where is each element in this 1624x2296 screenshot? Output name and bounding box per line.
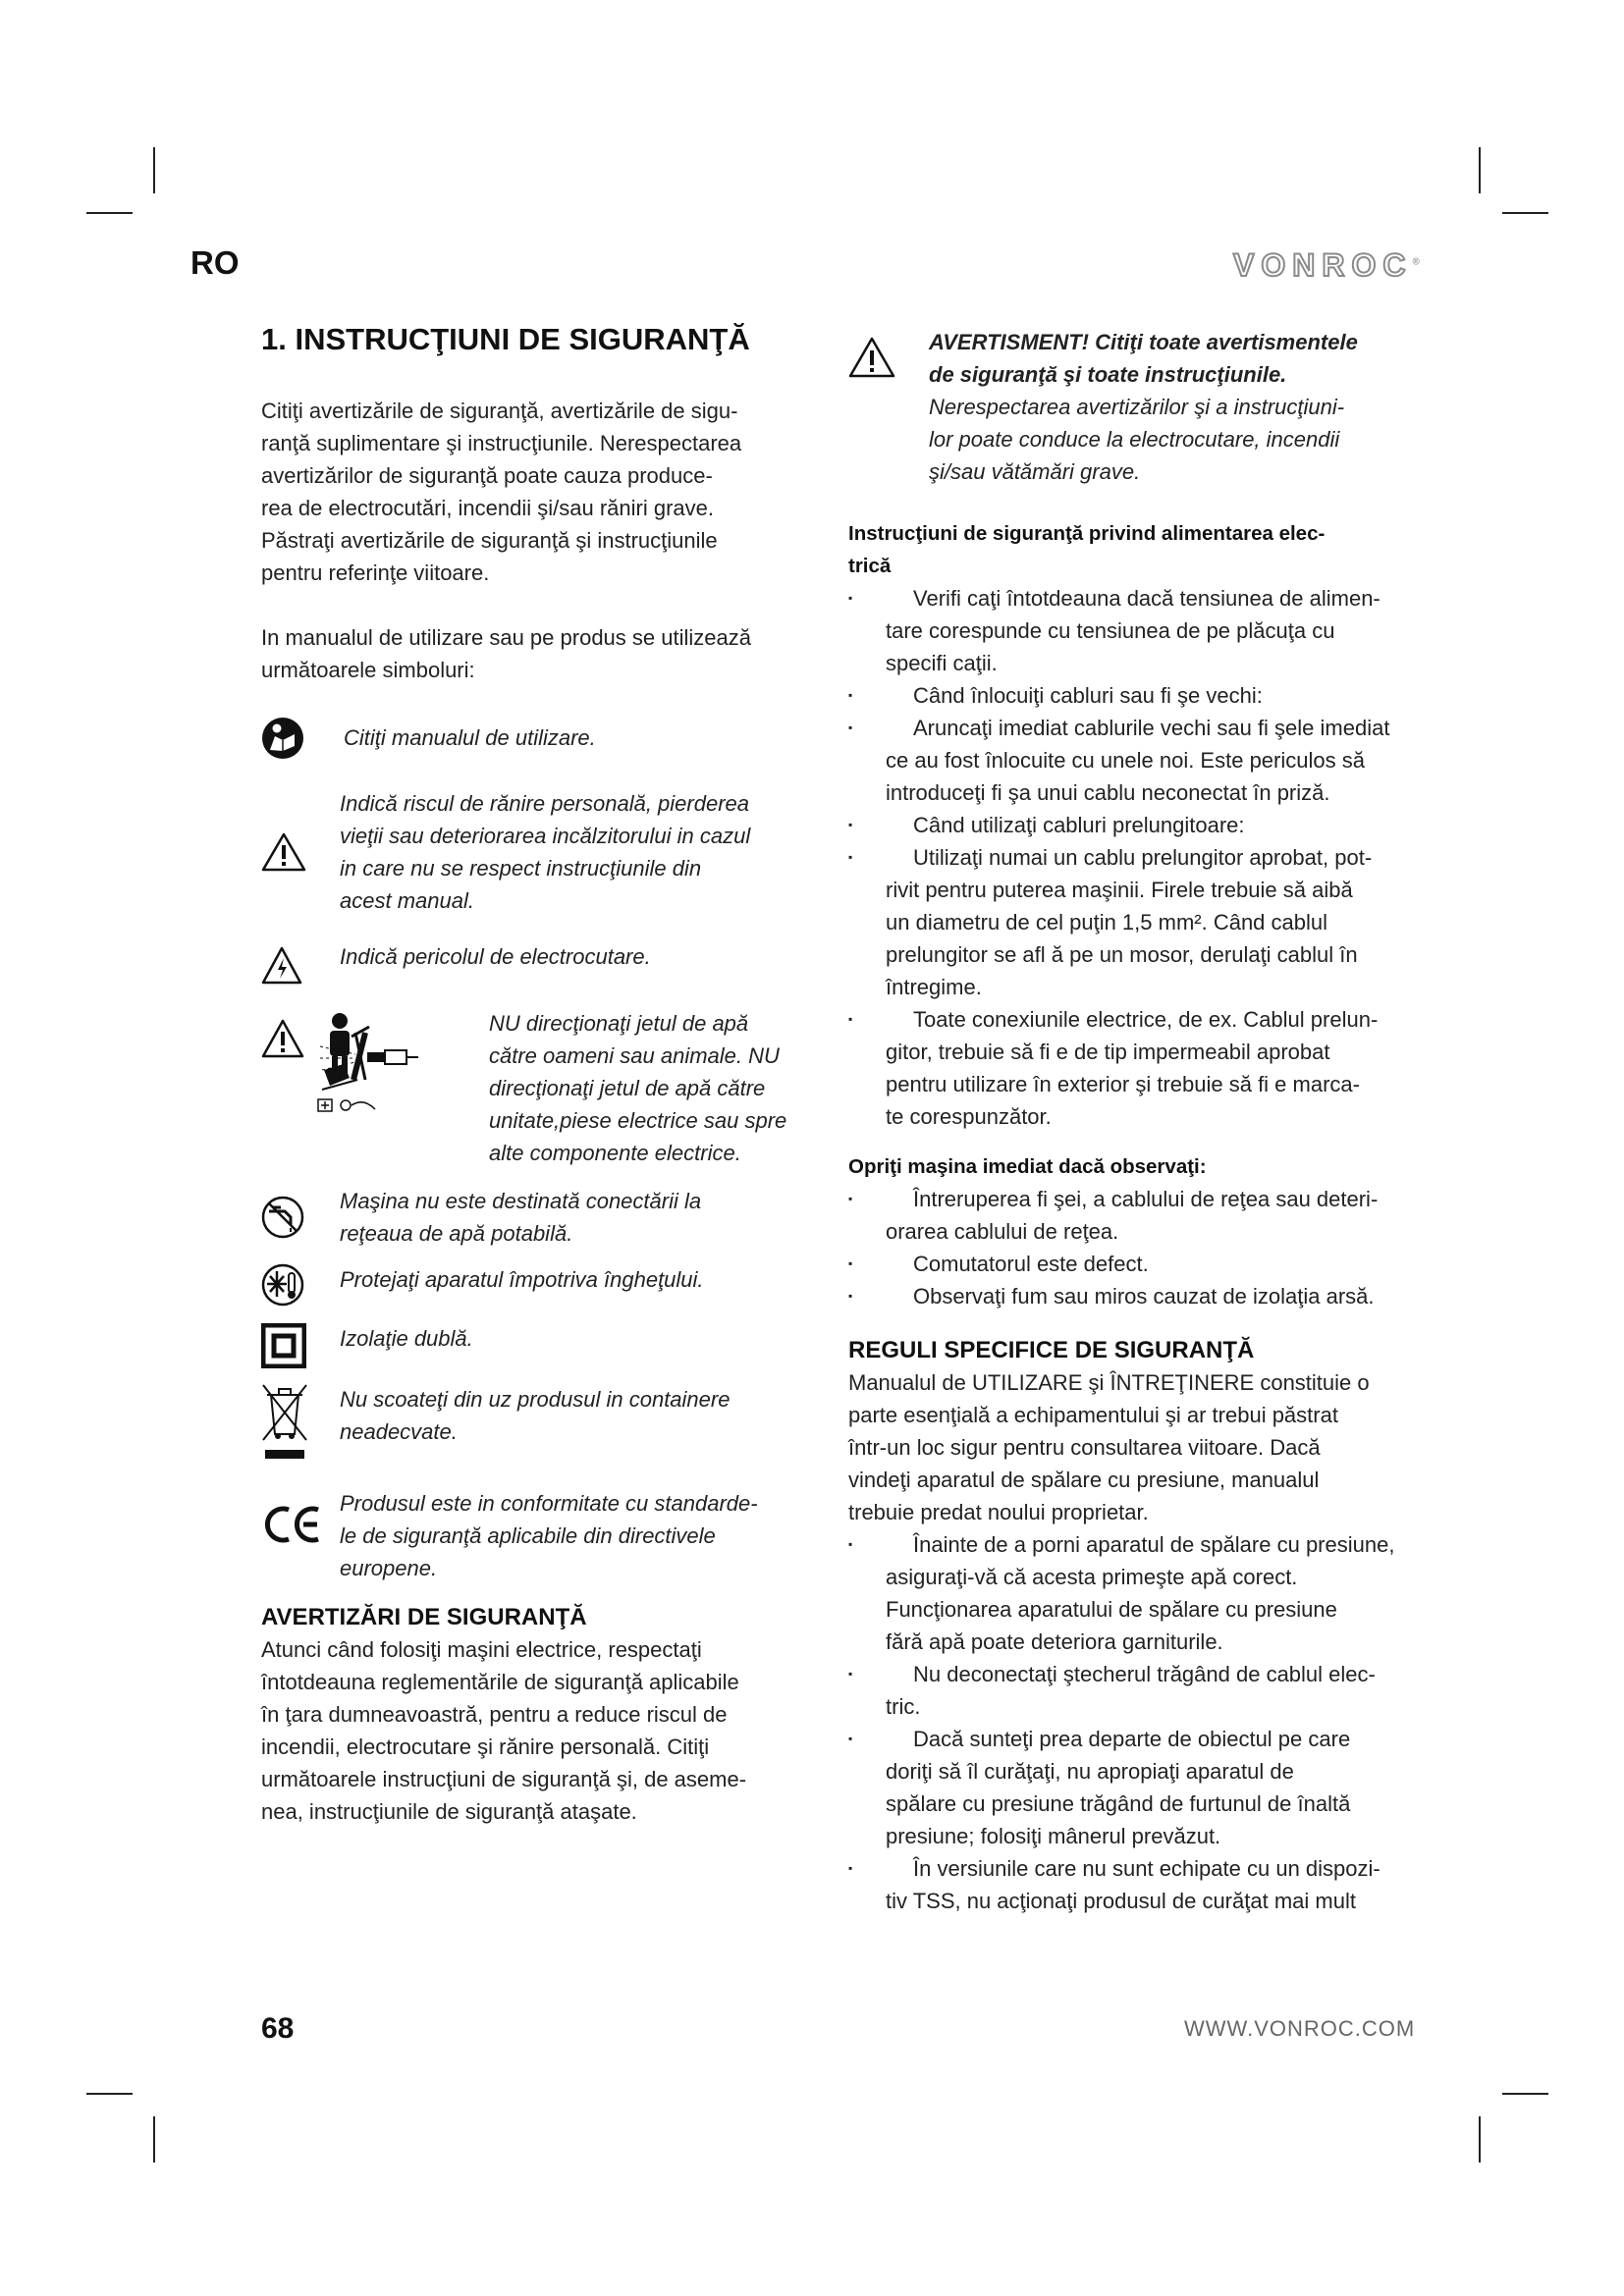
crop-mark [86, 212, 133, 214]
warning-triangle-icon [261, 787, 340, 917]
ce-mark-icon [261, 1487, 340, 1585]
list-item: ▪ Comutatorul este defect. [848, 1248, 1451, 1280]
left-column [261, 322, 826, 1828]
list-item: ▪ Nu deconectaţi ştecherul trăgând de cablul elec- tric. [848, 1658, 1451, 1723]
crop-mark [1502, 212, 1548, 214]
list-item: ▪ Aruncaţi imediat cablurile vechi sau fi şele imediat ce au fost înlocuite cu unele noi. Este periculos să introduceţi fi şa unui cablu neconectat în priză. [848, 712, 1451, 809]
list-item: ▪ Observaţi fum sau miros cauzat de izolaţia arsă. [848, 1280, 1451, 1312]
read-manual-icon [261, 714, 344, 763]
symbol-row: Maşina nu este destinată conectării la reţeaua de apă potabilă. [261, 1185, 826, 1250]
symbol-row: Nu scoateţi din uz produsul in containere neadecvate. [261, 1383, 826, 1469]
symbol-row: Izolaţie dublă. [261, 1318, 826, 1373]
list-item: ▪ Dacă sunteţi prea departe de obiectul pe care doriţi să îl curăţaţi, nu apropiaţi aparatul de spălare cu presiune trăgând de furtunul de înaltă presiune; folosiţi mânerul prevăzut. [848, 1723, 1451, 1852]
list-item: ▪ Când înlocuiţi cabluri sau fi şe vechi: [848, 679, 1451, 712]
power-list [848, 582, 1451, 1133]
power-title: Instrucţiuni de siguranţă privind alimentarea elec- trică [848, 522, 1326, 577]
brand-logo: VONROC® [1233, 247, 1420, 283]
crop-mark [1479, 147, 1481, 193]
rules-list [848, 1528, 1451, 1917]
symbol-row: Indică pericolul de electrocutare. [261, 938, 826, 993]
list-item: ▪ În versiunile care nu sunt echipate cu un dispozi- tiv TSS, nu acţionaţi produsul de curăţat mai mult [848, 1852, 1451, 1917]
symbol-row: Produsul este in conformitate cu standarde- le de siguranţă aplicabile din directivele europene. [261, 1487, 826, 1585]
intro-paragraph: Citiţi avertizările de siguranţă, avertizările de sigu- ranţă suplimentare şi instrucţiunile. Nerespectarea avertizărilor de siguranţă poate cauza produce- rea de electrocutări, incendii şi/sau răniri grave. Păstraţi avertizările de siguranţă şi instrucţiunile pentru referinţe viitoare. [261, 399, 742, 585]
list-item: ▪ Înainte de a porni aparatul de spălare cu presiune, asiguraţi-vă că acesta primeşte apă corect. Funcţionarea aparatului de spălare cu presiune fără apă poate deteriora garniturile. [848, 1528, 1451, 1658]
stop-title: Opriţi maşina imediat dacă observaţi: [848, 1155, 1207, 1178]
list-item: ▪ Când utilizaţi cabluri prelungitoare: [848, 809, 1451, 841]
language-code: RO [190, 244, 240, 281]
symbols-intro: In manualul de utilizare sau pe produs se utilizează următoarele simboluri: [261, 625, 751, 682]
rules-paragraph: Manualul de UTILIZARE şi ÎNTREŢINERE constituie o parte esenţială a echipamentului şi ar trebui păstrat într-un loc sigur pentru consultarea viitoare. Dacă vindeţi aparatul de spălare cu presiune, manualul trebuie predat noului proprietar. [848, 1370, 1370, 1524]
footer-url: WWW.VONROC.COM [1184, 2016, 1416, 2041]
no-drinking-water-icon [261, 1185, 340, 1250]
crop-mark [153, 147, 155, 193]
crop-mark [1502, 2093, 1548, 2095]
list-item: ▪ Verifi caţi întotdeauna dacă tensiunea de alimen- tare corespunde cu tensiunea de pe plăcuţa cu specifi caţii. [848, 582, 1451, 679]
weee-bin-icon [261, 1383, 340, 1469]
list-item: ▪ Utilizaţi numai un cablu prelungitor aprobat, pot- rivit pentru puterea maşinii. Firele trebuie să aibă un diametru de cel puţin 1,5 mm². Când cablul prelungitor se afl ă pe un mosor, derulaţi cablul în întregime. [848, 841, 1451, 1003]
warnings-title: AVERTIZĂRI DE SIGURANŢĂ [261, 1604, 587, 1630]
list-item: ▪ Întreruperea fi şei, a cablului de reţea sau deteri- orarea cablului de reţea. [848, 1183, 1451, 1248]
rules-title: REGULI SPECIFICE DE SIGURANŢĂ [848, 1337, 1255, 1363]
warnings-paragraph: Atunci când folosiţi maşini electrice, respectaţi întotdeauna reglementările de siguranţă aplicabile în ţara dumneavoastră, pentru a reduce riscul de incendii, electrocutare şi rănire personală. Citiţi următoarele instrucţiuni de siguranţă şi, de aseme- nea, instrucţiunile de siguranţă ataşate. [261, 1637, 747, 1824]
crop-mark [86, 2093, 133, 2095]
crop-mark [1479, 2116, 1481, 2163]
no-spray-people-icon [261, 1007, 489, 1169]
list-item: ▪ Toate conexiunile electrice, de ex. Cablul prelun- gitor, trebuie să fi e de tip impermeabil aprobat pentru utilizare în exterior şi trebuie să fi e marca- te corespunzător. [848, 1003, 1451, 1133]
symbol-row: Indică riscul de rănire personală, pierderea vieţii sau deteriorarea incălzitorului in cazul in care nu se respect instrucţiunile din acest manual. [261, 787, 826, 917]
symbol-row: Protejaţi aparatul împotriva îngheţului. [261, 1259, 826, 1310]
page-number: 68 [261, 2012, 295, 2045]
symbol-row: Citiţi manualul de utilizare. [261, 714, 826, 763]
section-title: 1. INSTRUCŢIUNI DE SIGURANŢĂ [261, 322, 750, 356]
frost-protection-icon [261, 1259, 340, 1310]
crop-mark [153, 2116, 155, 2163]
stop-list [848, 1183, 1451, 1312]
warning-triangle-icon [848, 322, 929, 385]
symbol-row: NU direcţionaţi jetul de apă către oameni sau animale. NU direcţionaţi jetul de apă către unitate,piese electrice sau spre alte componente electrice. [261, 1007, 826, 1169]
double-insulation-icon [261, 1318, 340, 1373]
electric-hazard-icon [261, 938, 340, 993]
right-column [848, 322, 1451, 1917]
general-warning: AVERTISMENT! Citiţi toate avertismentele de siguranţă şi toate instrucţiunile. Nerespectarea avertizărilor şi a instrucţiuni- lor poate conduce la electrocutare, incendii şi/sau vătămări grave. [848, 322, 1451, 488]
